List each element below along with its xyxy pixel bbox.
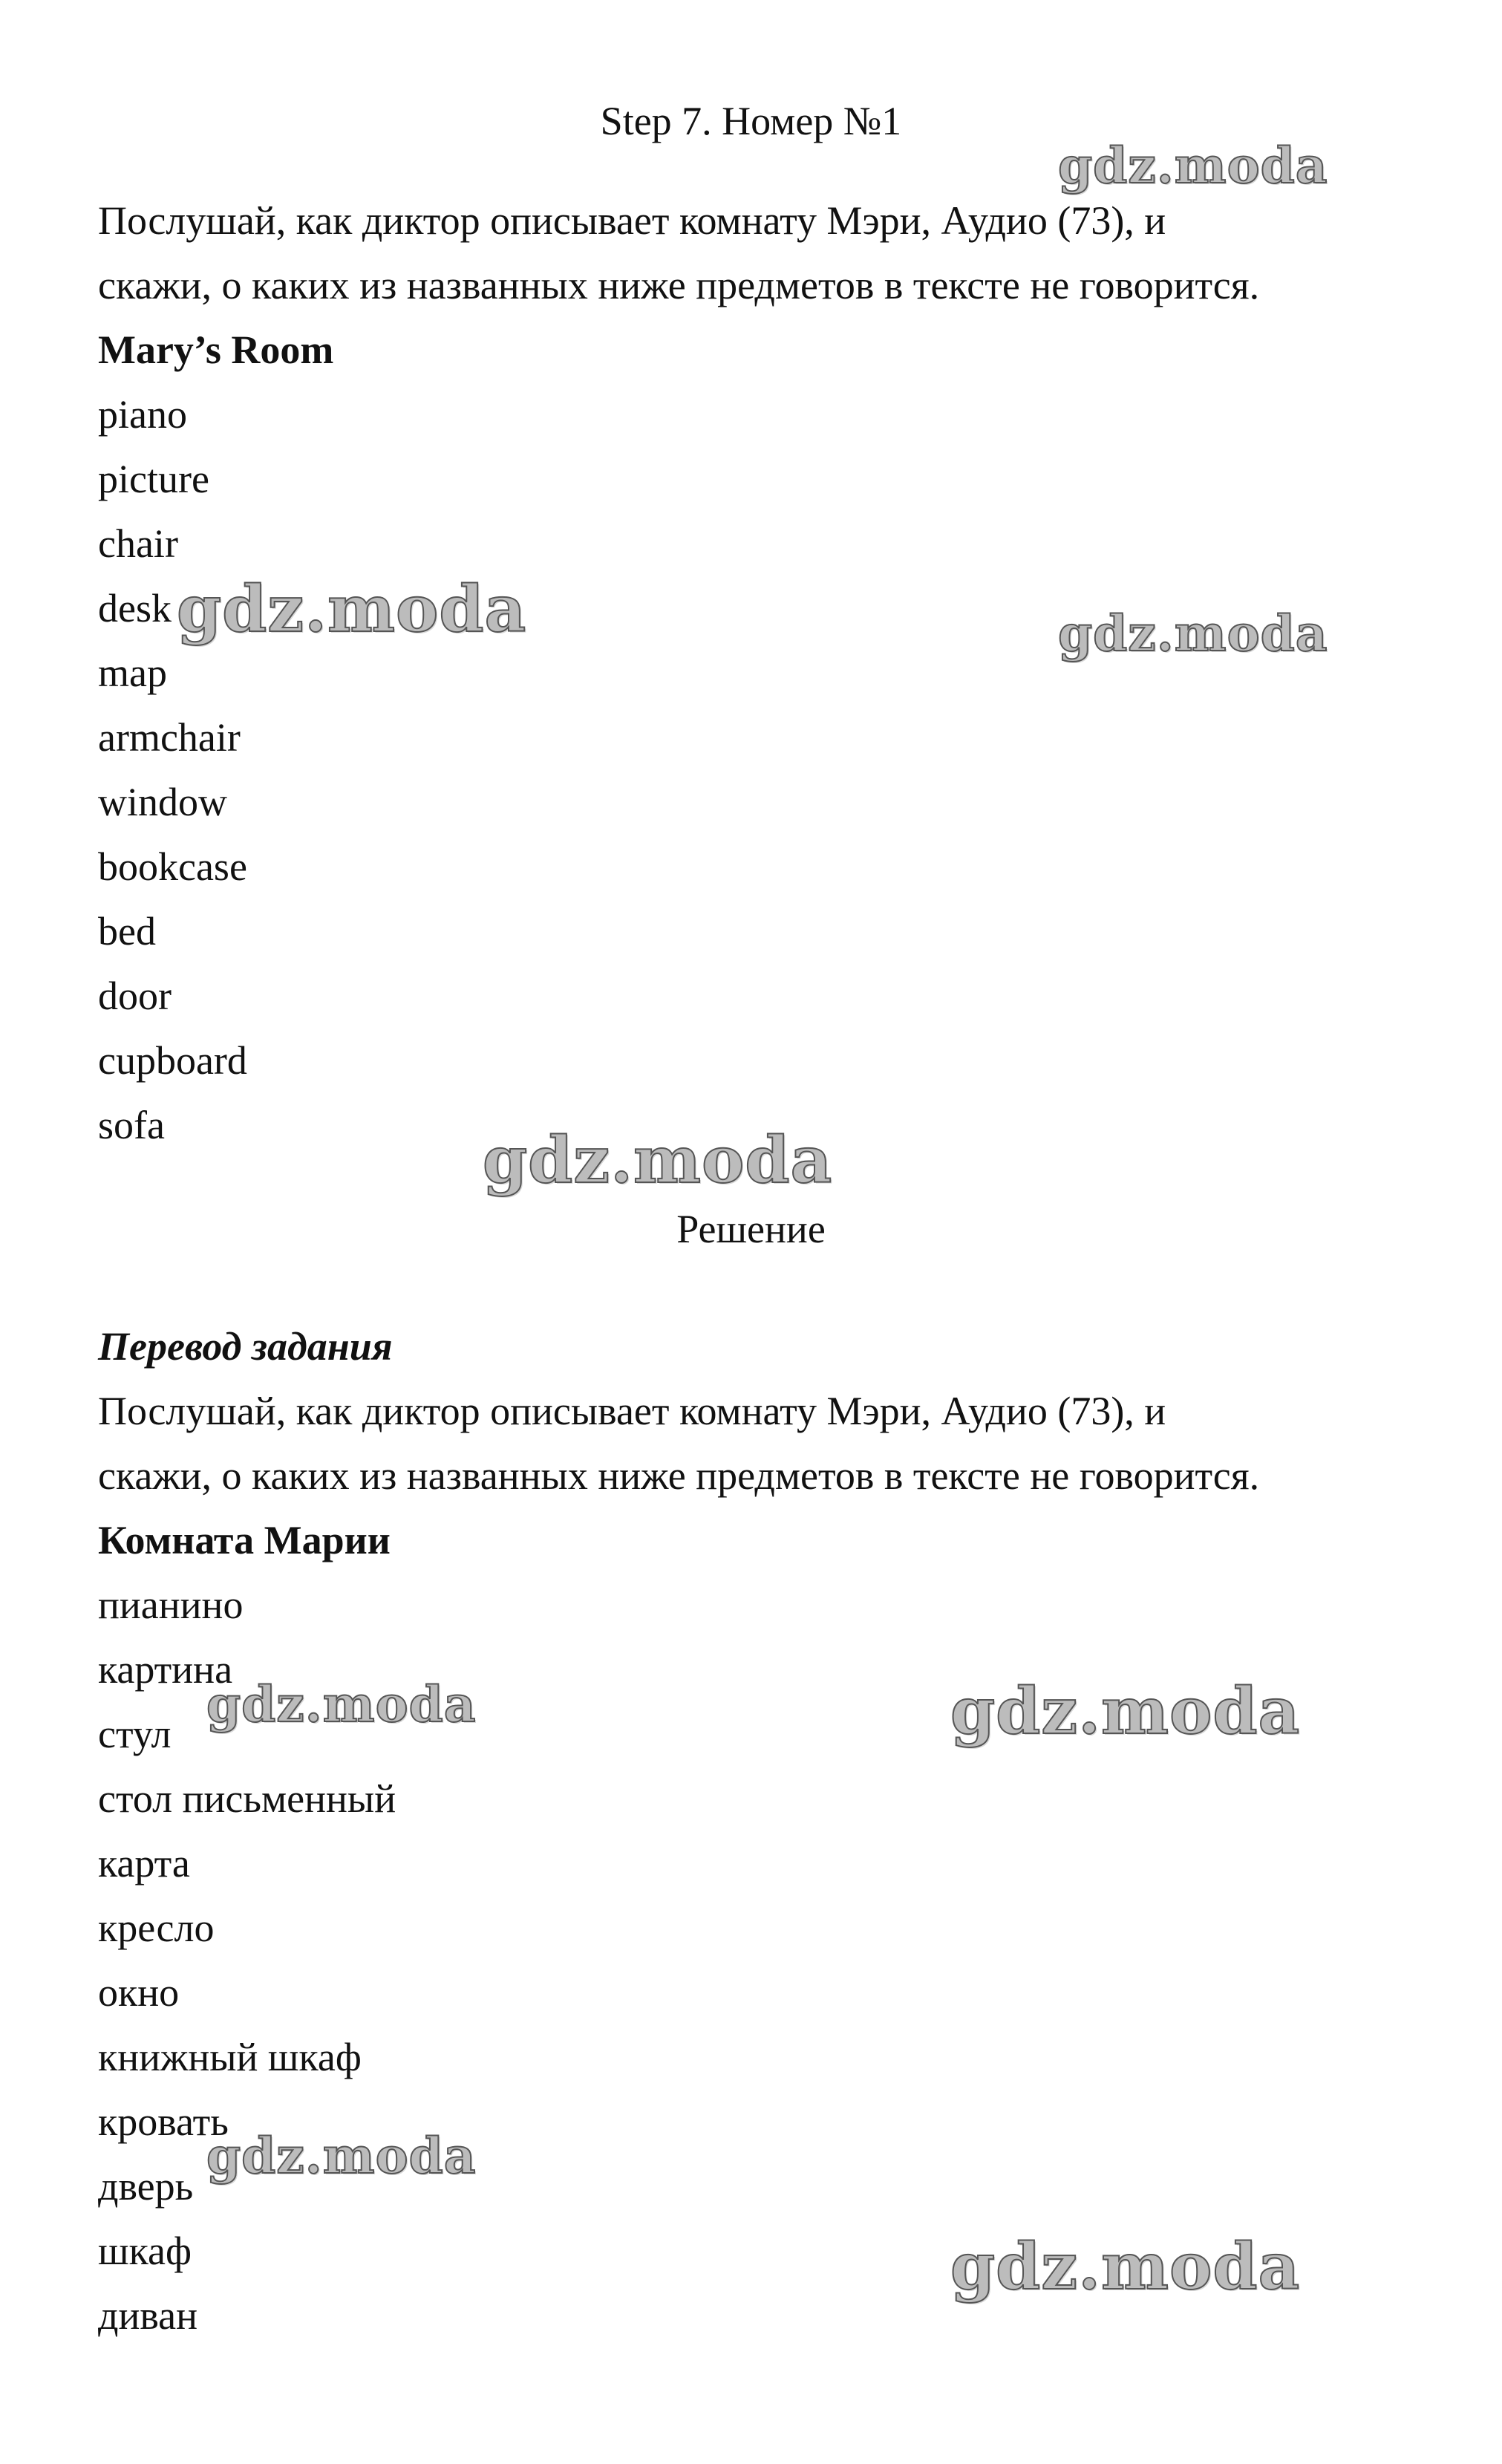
list-item: bookcase bbox=[98, 844, 247, 889]
list-item: книжный шкаф bbox=[98, 2035, 362, 2079]
page-title: Step 7. Номер №1 bbox=[600, 99, 902, 143]
list-item: пианино bbox=[98, 1583, 244, 1627]
task-heading: Mary’s Room bbox=[98, 327, 334, 372]
list-item: window bbox=[98, 780, 227, 824]
task-instruction-line-1: Послушай, как диктор описывает комнату Мэри, Аудио (73), и bbox=[98, 198, 1166, 243]
task-instruction-line-2: скажи, о каких из названных ниже предметов в тексте не говорится. bbox=[98, 263, 1260, 307]
list-item: armchair bbox=[98, 715, 241, 760]
list-item: кресло bbox=[98, 1906, 215, 1950]
watermark: gdz.moda bbox=[1058, 137, 1328, 195]
list-item: карта bbox=[98, 1841, 190, 1886]
task-block bbox=[98, 189, 1434, 1158]
watermark: gdz.moda bbox=[483, 1123, 833, 1198]
translation-instruction-line-2: скажи, о каких из названных ниже предметов в тексте не говорится. bbox=[98, 1453, 1260, 1498]
translation-heading: Комната Марии bbox=[98, 1518, 391, 1562]
watermark: gdz.moda bbox=[1058, 604, 1328, 662]
watermark: gdz.moda bbox=[206, 1675, 477, 1733]
list-item: picture bbox=[98, 457, 209, 501]
translation-section-title: Перевод задания bbox=[98, 1324, 393, 1369]
list-item: cupboard bbox=[98, 1038, 247, 1083]
list-item: стол письменный bbox=[98, 1776, 396, 1821]
list-item: desk bbox=[98, 586, 172, 630]
watermark: gdz.moda bbox=[950, 1674, 1301, 1749]
translation-instruction-line-1: Послушай, как диктор описывает комнату Мэри, Аудио (73), и bbox=[98, 1389, 1166, 1433]
list-item: картина bbox=[98, 1647, 233, 1692]
list-item: дверь bbox=[98, 2164, 194, 2209]
list-item: bed bbox=[98, 909, 156, 954]
list-item: диван bbox=[98, 2293, 198, 2338]
list-item: door bbox=[98, 974, 172, 1018]
solution-label: Решение bbox=[676, 1207, 826, 1251]
watermark: gdz.moda bbox=[950, 2229, 1301, 2304]
list-item: шкаф bbox=[98, 2229, 192, 2273]
translation-block bbox=[98, 1314, 1434, 2348]
list-item: piano bbox=[98, 392, 187, 437]
list-item: стул bbox=[98, 1712, 172, 1756]
list-item: кровать bbox=[98, 2099, 229, 2144]
watermark: gdz.moda bbox=[177, 572, 527, 647]
list-item: sofa bbox=[98, 1103, 165, 1147]
list-item: окно bbox=[98, 1970, 180, 2015]
list-item: chair bbox=[98, 521, 178, 566]
watermark: gdz.moda bbox=[206, 2127, 477, 2185]
list-item: map bbox=[98, 651, 167, 695]
